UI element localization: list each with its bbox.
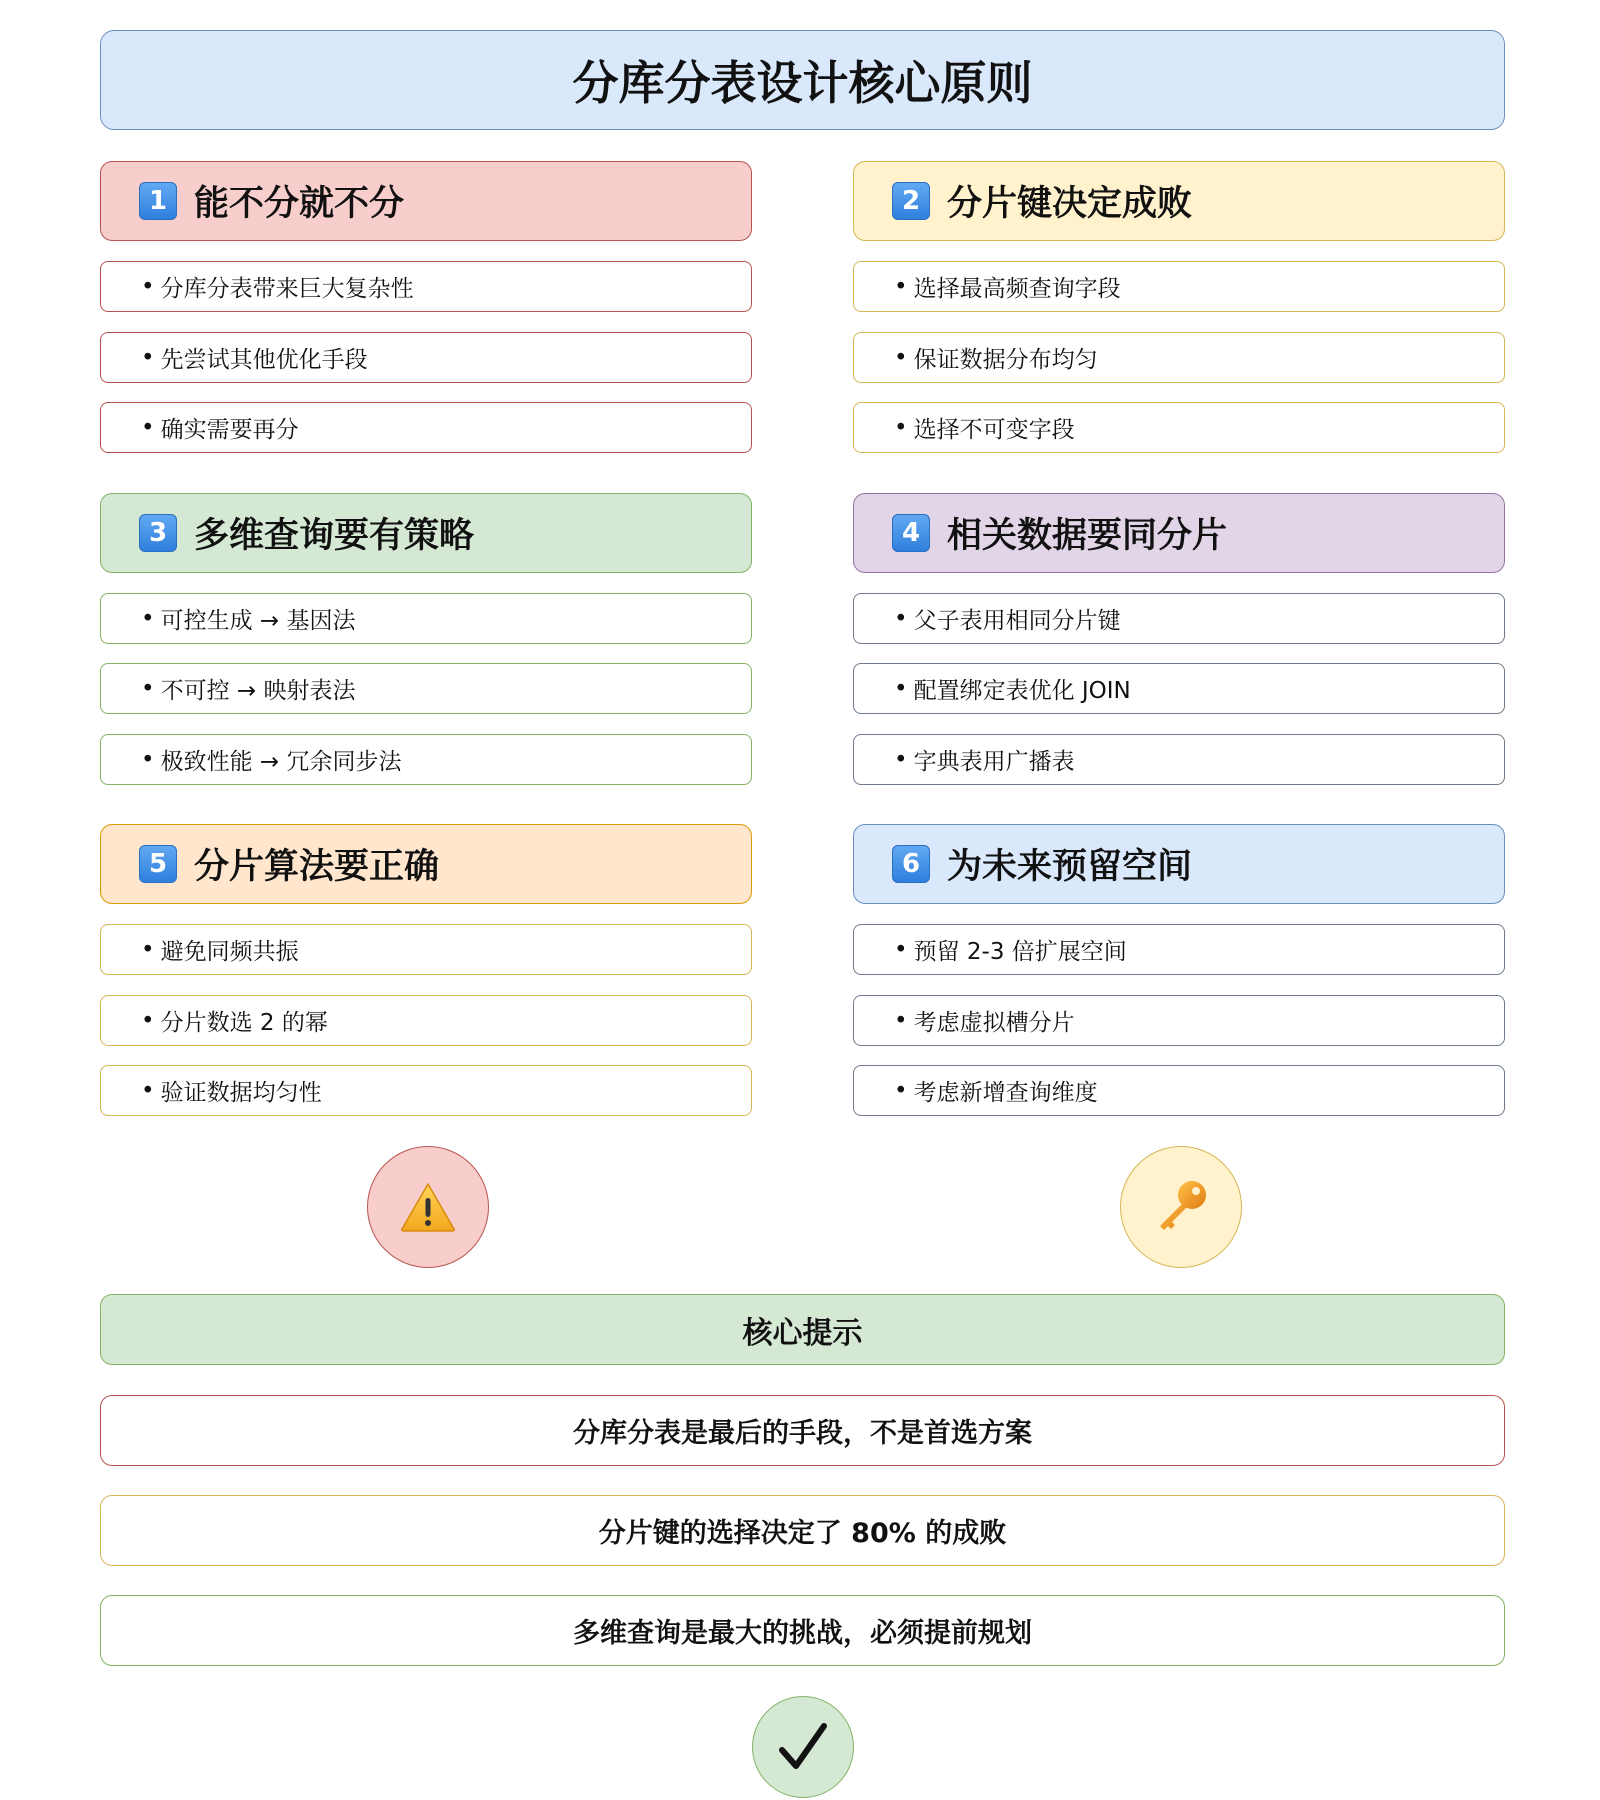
list-item: • 避免同频共振 (100, 924, 752, 975)
section-1-header (100, 161, 752, 241)
key-icon (1120, 1146, 1242, 1268)
section-6-title: 为未来预留空间 (947, 847, 1193, 887)
list-item: • 选择不可变字段 (853, 402, 1505, 453)
item-text: 确实需要再分 (160, 417, 299, 443)
list-item: • 验证数据均匀性 (100, 1065, 752, 1116)
list-item: • 分片数选 2 的幂 (100, 995, 752, 1046)
section-5-title: 分片算法要正确 (194, 847, 440, 887)
list-item: • 可控生成 → 基因法 (100, 593, 752, 644)
section-2-header (853, 161, 1505, 241)
section-6-header (853, 824, 1505, 904)
section-5-header (100, 824, 752, 904)
number-1-icon: 1 (139, 182, 177, 220)
tip-item: 分库分表是最后的手段，不是首选方案 (100, 1395, 1505, 1466)
list-item: • 字典表用广播表 (853, 734, 1505, 785)
warning-triangle-icon (399, 1181, 457, 1233)
list-item: • 选择最高频查询字段 (853, 261, 1505, 312)
number-6-icon: 6 (892, 845, 930, 883)
list-item: • 配置绑定表优化 JOIN (853, 663, 1505, 714)
number-4-icon: 4 (892, 514, 930, 552)
list-item: • 分库分表带来巨大复杂性 (100, 261, 752, 312)
item-text: 选择不可变字段 (913, 417, 1075, 443)
section-1-title: 能不分就不分 (194, 184, 405, 224)
page-title: 分库分表设计核心原则 (100, 30, 1505, 130)
list-item: • 父子表用相同分片键 (853, 593, 1505, 644)
section-2-title: 分片键决定成败 (947, 184, 1193, 224)
item-text: 可控生成 → 基因法 (160, 608, 356, 634)
tips-header: 核心提示 (100, 1294, 1505, 1365)
warning-icon (367, 1146, 489, 1268)
section-4-title: 相关数据要同分片 (947, 516, 1228, 556)
item-text: 考虑虚拟槽分片 (913, 1010, 1075, 1036)
section-3-header (100, 493, 752, 573)
list-item: • 保证数据分布均匀 (853, 332, 1505, 383)
number-3-icon: 3 (139, 514, 177, 552)
list-item: • 不可控 → 映射表法 (100, 663, 752, 714)
list-item: • 考虑虚拟槽分片 (853, 995, 1505, 1046)
item-text: 选择最高频查询字段 (913, 276, 1121, 302)
item-text: 分库分表带来巨大复杂性 (160, 276, 414, 302)
item-text: 先尝试其他优化手段 (160, 347, 368, 373)
item-text: 保证数据分布均匀 (913, 347, 1098, 373)
number-5-icon: 5 (139, 845, 177, 883)
item-text: 不可控 → 映射表法 (160, 678, 356, 704)
item-text: 避免同频共振 (160, 939, 299, 965)
item-text: 考虑新增查询维度 (913, 1080, 1098, 1106)
check-glyph-icon (776, 1720, 830, 1774)
item-text: 预留 2-3 倍扩展空间 (913, 939, 1127, 965)
list-item: • 预留 2-3 倍扩展空间 (853, 924, 1505, 975)
number-2-icon: 2 (892, 182, 930, 220)
key-shape-icon (1150, 1176, 1212, 1238)
list-item: • 确实需要再分 (100, 402, 752, 453)
section-3-title: 多维查询要有策略 (194, 516, 475, 556)
list-item: • 考虑新增查询维度 (853, 1065, 1505, 1116)
item-text: 字典表用广播表 (913, 749, 1075, 775)
checkmark-icon (752, 1696, 854, 1798)
list-item: • 极致性能 → 冗余同步法 (100, 734, 752, 785)
tip-item: 多维查询是最大的挑战，必须提前规划 (100, 1595, 1505, 1666)
item-text: 分片数选 2 的幂 (160, 1010, 328, 1036)
item-text: 配置绑定表优化 JOIN (913, 678, 1131, 704)
tip-item: 分片键的选择决定了 80% 的成败 (100, 1495, 1505, 1566)
item-text: 父子表用相同分片键 (913, 608, 1121, 634)
item-text: 验证数据均匀性 (160, 1080, 322, 1106)
item-text: 极致性能 → 冗余同步法 (160, 749, 402, 775)
section-4-header (853, 493, 1505, 573)
list-item: • 先尝试其他优化手段 (100, 332, 752, 383)
